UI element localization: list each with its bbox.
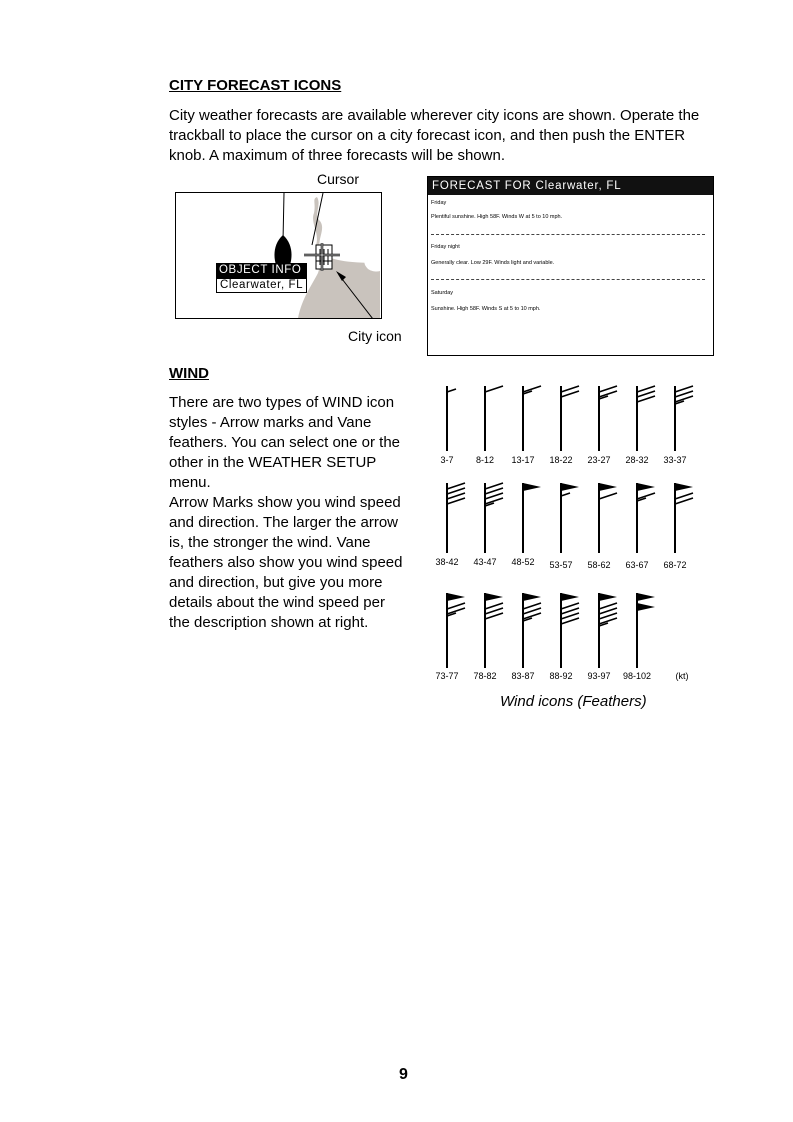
wind-range-label: 23-27 <box>587 455 611 465</box>
forecast-text: Sunshine. High 58F. Winds S at 5 to 10 mph. <box>431 306 541 312</box>
paragraph-line: is, the stronger the wind. Vane <box>169 534 371 551</box>
feather-barb <box>485 483 503 489</box>
forecast-text: Generally clear. Low 29F. Winds light and variable. <box>431 260 555 266</box>
wind-range-label: 63-67 <box>625 560 649 570</box>
forecast-day: Friday <box>431 200 447 206</box>
wind-range-label: 73-77 <box>435 671 459 681</box>
wind-range-label: 83-87 <box>511 671 535 681</box>
wind-feather-icon <box>447 593 465 668</box>
wind-range-label: 18-22 <box>549 455 573 465</box>
object-info-popup <box>216 263 307 293</box>
feather-barb <box>675 386 693 392</box>
feather-flag <box>599 483 617 491</box>
wind-feather-icon <box>637 483 655 553</box>
feather-barb <box>447 603 465 609</box>
wind-range-label: 48-52 <box>511 557 535 567</box>
feather-flag <box>637 593 655 601</box>
feather-barb <box>485 608 503 614</box>
page-number: 9 <box>399 1066 408 1083</box>
wind-feather-icon <box>485 386 503 451</box>
feather-barb <box>485 603 503 609</box>
feather-barb <box>599 386 617 392</box>
paragraph-line: menu. <box>169 474 211 491</box>
wind-range-label: 8-12 <box>475 455 494 465</box>
paragraph-line: feathers also show you wind speed <box>169 554 403 571</box>
feather-barb <box>599 608 617 614</box>
feather-barb <box>675 498 693 504</box>
chart-map-illustration <box>175 192 382 319</box>
wind-feather-icon <box>523 386 541 451</box>
paragraph-line: trackball to place the cursor on a city forecast icon, and then push the ENTER <box>169 127 686 144</box>
forecast-text: Plentiful sunshine. High 58F. Winds W at 5 to 10 mph. <box>431 214 563 220</box>
feather-barb <box>447 483 465 489</box>
feather-barb <box>447 493 465 499</box>
object-info-value: Clearwater, FL <box>216 278 307 293</box>
feather-half-barb <box>561 493 570 496</box>
wind-feather-icon <box>599 386 617 451</box>
object-info-title: OBJECT INFO <box>216 263 307 278</box>
wind-range-label: 38-42 <box>435 557 459 567</box>
paragraph-line: and direction, but give you more <box>169 574 383 591</box>
wind-paragraph <box>169 393 419 633</box>
wind-range-label: 43-47 <box>473 557 497 567</box>
wind-range-label: 3-7 <box>440 455 454 465</box>
forecast-day: Saturday <box>431 290 454 296</box>
feather-barb <box>637 386 655 392</box>
wind-range-label: 28-32 <box>625 455 649 465</box>
cursor-label: Cursor <box>317 171 360 187</box>
feather-flag <box>523 483 541 491</box>
map-drawing <box>176 193 381 318</box>
feather-barb <box>675 493 693 499</box>
wind-feather-icon <box>447 483 465 553</box>
wind-feather-icon <box>599 593 617 668</box>
feather-barb <box>485 488 503 494</box>
feather-flag <box>447 593 465 601</box>
city-forecast-heading: CITY FORECAST ICONS <box>169 77 342 94</box>
wind-feather-icon <box>485 593 503 668</box>
wind-range-label: 98-102 <box>622 671 652 681</box>
paragraph-line: knob. A maximum of three forecasts will be shown. <box>169 147 505 164</box>
wind-feather-icon <box>675 483 693 553</box>
forecast-day: Friday night <box>431 244 460 250</box>
boat-mast-line <box>283 193 284 241</box>
wind-range-label: 68-72 <box>663 560 687 570</box>
wind-range-label: 93-97 <box>587 671 611 681</box>
wind-range-label: 53-57 <box>549 560 573 570</box>
wind-range-label: 13-17 <box>511 455 535 465</box>
wind-figure-caption: Wind icons (Feathers) <box>500 693 647 710</box>
paragraph-line: the description shown at right. <box>169 614 369 631</box>
feather-barb <box>561 608 579 614</box>
feather-barb <box>523 603 541 609</box>
paragraph-line: feathers. You can select one or the <box>169 434 400 451</box>
wind-feather-icon <box>561 483 579 553</box>
wind-feather-icon <box>561 386 579 451</box>
wind-feather-icon <box>447 386 456 451</box>
forecast-window-title: FORECAST FOR Clearwater, FL <box>428 177 713 195</box>
boat-icon <box>274 235 291 265</box>
city-icon-label: City icon <box>348 328 402 344</box>
paragraph-line: There are two types of WIND icon <box>169 394 395 411</box>
feather-half-barb <box>447 389 456 392</box>
feather-flag <box>675 483 693 491</box>
feather-barb <box>561 603 579 609</box>
feather-barb <box>599 493 617 499</box>
feather-flag <box>637 483 655 491</box>
feather-flag <box>599 593 617 601</box>
paragraph-line: City weather forecasts are available wherever city icons are shown. Operate the <box>169 107 700 124</box>
paragraph-line: Arrow Marks show you wind speed <box>169 494 401 511</box>
feather-barb <box>485 493 503 499</box>
paragraph-line: styles - Arrow marks and Vane <box>169 414 372 431</box>
paragraph-line: other in the WEATHER SETUP <box>169 454 377 471</box>
wind-feather-icons <box>425 378 725 698</box>
feather-flag <box>561 593 579 601</box>
city-forecast-icon[interactable] <box>316 245 332 269</box>
wind-feather-icon <box>637 593 655 668</box>
feather-barb <box>599 613 617 619</box>
feather-barb <box>637 391 655 397</box>
wind-feather-icon <box>637 386 655 451</box>
wind-unit-label: (kt) <box>675 671 689 681</box>
wind-range-label: 33-37 <box>663 455 687 465</box>
feather-flag <box>561 483 579 491</box>
wind-feather-figure <box>425 378 725 698</box>
wind-feather-icon <box>675 386 693 451</box>
wind-feather-icon <box>599 483 617 553</box>
feather-flag <box>637 603 655 611</box>
feather-barb <box>561 613 579 619</box>
feather-barb <box>447 498 465 504</box>
feather-flag <box>523 593 541 601</box>
forecast-separator <box>431 234 705 235</box>
feather-barb <box>637 396 655 402</box>
wind-range-label: 58-62 <box>587 560 611 570</box>
feather-barb <box>523 608 541 614</box>
forecast-separator <box>431 279 705 280</box>
wind-feather-icon <box>523 483 541 553</box>
forecast-window <box>427 176 714 356</box>
paragraph-line: and direction. The larger the arrow <box>169 514 399 531</box>
feather-barb <box>485 613 503 619</box>
feather-barb <box>485 386 503 392</box>
feather-flag <box>485 593 503 601</box>
paragraph-line: details about the wind speed per <box>169 594 385 611</box>
wind-feather-icon <box>523 593 541 668</box>
wind-heading: WIND <box>169 365 209 382</box>
wind-feather-icon <box>561 593 579 668</box>
feather-barb <box>447 488 465 494</box>
feather-barb <box>599 603 617 609</box>
wind-feather-icon <box>485 483 503 553</box>
wind-range-label: 78-82 <box>473 671 497 681</box>
wind-range-label: 88-92 <box>549 671 573 681</box>
feather-barb <box>561 618 579 624</box>
feather-barb <box>561 391 579 397</box>
city-forecast-paragraph <box>169 106 749 166</box>
feather-barb <box>561 386 579 392</box>
feather-barb <box>675 391 693 397</box>
